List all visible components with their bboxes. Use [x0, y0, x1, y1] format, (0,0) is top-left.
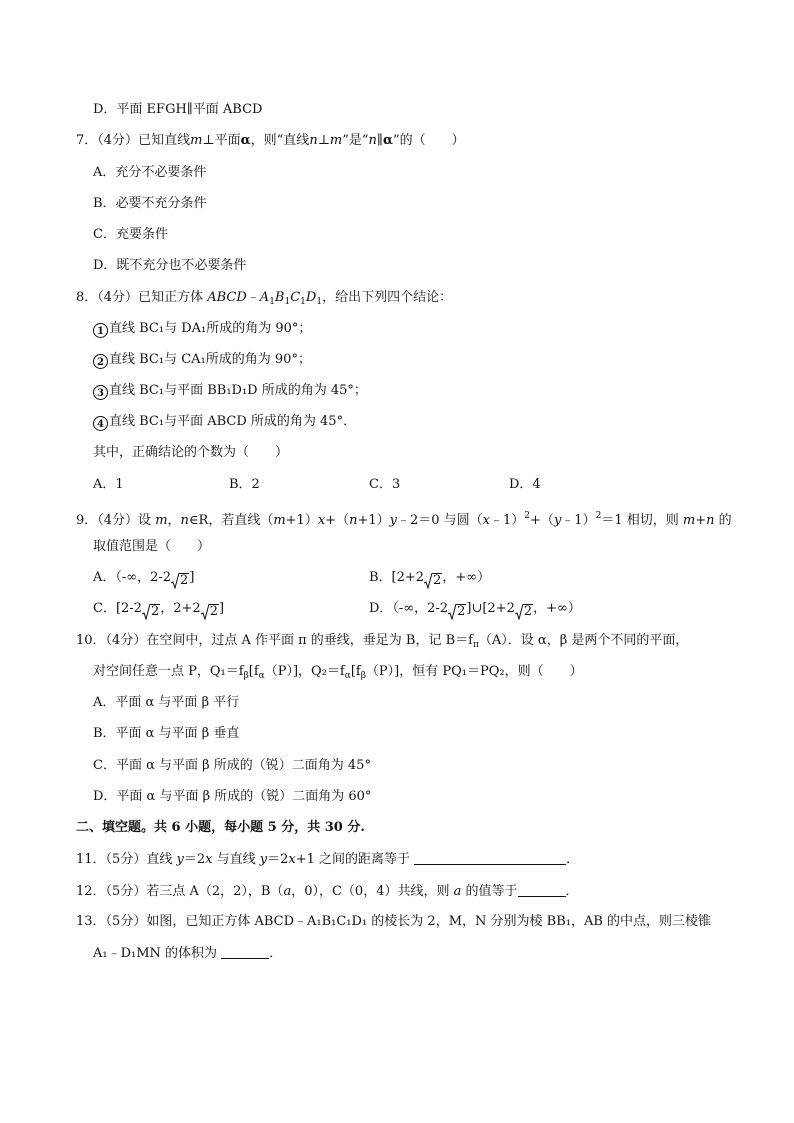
question-12: 12．（5分）若三点 A（2，2），B（a，0），C（0，4）共线，则 a 的值等于 ． — [76, 884, 579, 899]
q8-option-c: C．3 — [369, 477, 401, 492]
q10-option-b: B．平面 α 与平面 β 垂直 — [93, 726, 240, 741]
question-10: 10．（4分）在空间中，过点 A 作平面 π 的垂线，垂足为 B，记 $B=f_\pi(A)$．设 α，β 是两个不同的平面， — [76, 633, 689, 650]
question-11: 11．（5分）直线 y＝2x 与直线 y＝2x+1 之间的距离等于 ． — [76, 852, 580, 867]
q9-option-b: B．[2+2 2，+∞） — [369, 570, 491, 588]
q10-option-a: A．平面 α 与平面 β 平行 — [93, 695, 240, 710]
q9-option-c: C．[2-2 2，2+2 2] — [93, 601, 225, 619]
answer-blank[interactable] — [414, 851, 566, 865]
question-8: 8．（4分）已知正方体 $ABCD﹣A_1B_1C_1D_1$，给出下列四个结论： — [76, 290, 453, 307]
q8-item-4: 4 直线 BC₁与平面 ABCD 所成的角为 45°． — [93, 414, 356, 431]
q7-option-c: C．充要条件 — [93, 227, 168, 242]
q7-option-d: D．既不充分也不必要条件 — [93, 258, 247, 273]
q6-option-d: D．平面 EFGH∥平面 ABCD — [93, 102, 263, 117]
q8-item-1: 1 直线 BC₁与 DA₁所成的角为 90°； — [93, 321, 311, 338]
question-13-line2: A₁﹣D₁MN 的体积为 ． — [93, 946, 283, 961]
question-7: 7．（4分）已知直线m⊥平面α，则“直线n⊥m”是“n∥α”的（ ） — [76, 133, 465, 148]
answer-blank[interactable] — [221, 945, 269, 959]
q8-option-b: B．2 — [229, 477, 260, 492]
question-9-line2: 取值范围是（ ） — [93, 539, 211, 554]
q7-option-b: B．必要不充分条件 — [93, 196, 207, 211]
q8-option-a: A．1 — [93, 477, 124, 492]
q8-ask: 其中，正确结论的个数为（ ） — [93, 445, 289, 460]
answer-blank[interactable] — [518, 883, 566, 897]
question-10-line2: 对空间任意一点 P，$Q_1=f_\beta[f_\alpha(P)]$，$Q_2=f_\alpha[f_\beta(P)]$，恒有 PQ₁＝PQ₂，则（ ） — [93, 664, 583, 681]
question-9: 9．（4分）设 m，n∈R，若直线（m+1）x+（n+1）y﹣2＝0 与圆（x﹣1）$^2$+（y﹣1）$^2$＝1 相切，则 m+n 的 — [76, 511, 732, 528]
q10-option-d: D．平面 α 与平面 β 所成的（锐）二面角为 60° — [93, 789, 372, 804]
q10-option-c: C．平面 α 与平面 β 所成的（锐）二面角为 45° — [93, 758, 371, 773]
q8-item-2: 2 直线 BC₁与 CA₁所成的角为 90°； — [93, 352, 311, 369]
section-heading-fill-in: 二、填空题。共 6 小题，每小题 5 分，共 30 分. — [76, 820, 365, 835]
q8-item-3: 3 直线 BC₁与平面 BB₁D₁D 所成的角为 45°； — [93, 383, 367, 400]
q9-option-d: D．（-∞，2-2 2]∪[2+2 2，+∞） — [369, 601, 581, 619]
question-13: 13．（5分）如图，已知正方体 ABCD﹣A₁B₁C₁D₁ 的棱长为 2，M，N 分别为棱 BB₁，AB 的中点，则三棱锥 — [76, 914, 712, 929]
q9-option-a: A．（-∞，2-2 2] — [93, 570, 195, 588]
q7-option-a: A．充分不必要条件 — [93, 165, 207, 180]
q8-option-d: D．4 — [509, 477, 541, 492]
